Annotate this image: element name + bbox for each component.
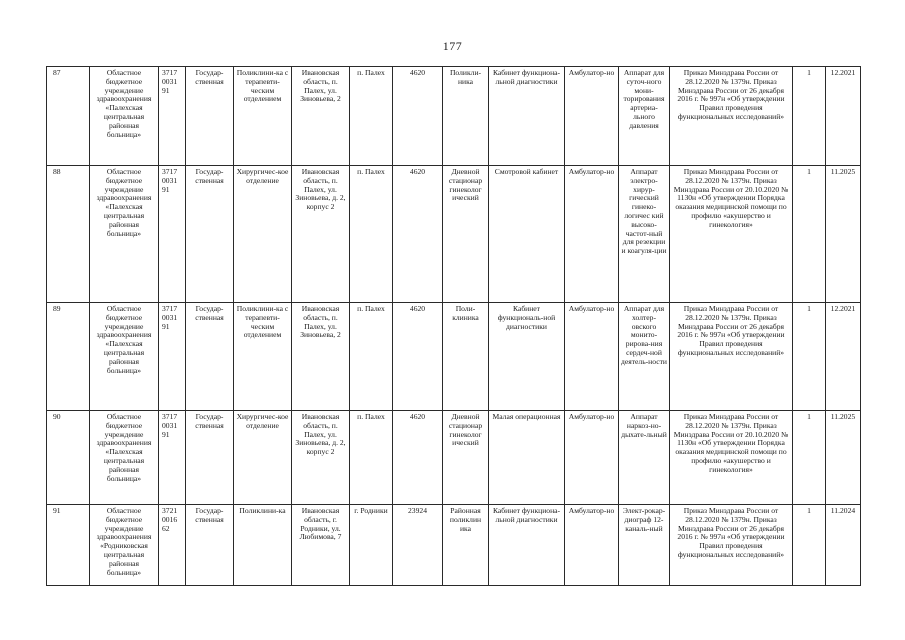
equipment: Аппарат для суточ-ного мони-торирования артериа-льного давления: [619, 67, 670, 166]
regulation: Приказ Минздрава России от 28.12.2020 № 1379н. Приказ Минздрава России от 26 декабря 2016 г. № 997н «Об утверждении Правил проведения функциональных исследований»: [670, 67, 793, 166]
department: Поликлини-ка с терапевти-ческим отделением: [234, 303, 292, 411]
locality: п. Палех: [350, 166, 393, 303]
locality: п. Палех: [350, 67, 393, 166]
organization-name: Областное бюджетное учреждение здравоохранения «Палехская центральная районная больница»: [90, 166, 159, 303]
quantity: 1: [793, 303, 826, 411]
quantity: 1: [793, 166, 826, 303]
organization-code: 3717 0031 91: [159, 411, 186, 505]
equipment: Аппарат наркоз-но-дыхате-льный: [619, 411, 670, 505]
delivery-date: 11.2024: [826, 505, 861, 586]
table-row: [47, 411, 861, 505]
care-type: Амбулатор-но: [565, 166, 619, 303]
organization-code: 3717 0031 91: [159, 67, 186, 166]
ownership-form: Государ-ственная: [186, 67, 234, 166]
delivery-date: 11.2025: [826, 411, 861, 505]
regulation: Приказ Минздрава России от 28.12.2020 № 1379н. Приказ Минздрава России от 26 декабря 2016 г. № 997н «Об утверждении Правил проведения функциональных исследований»: [670, 303, 793, 411]
address: Ивановская область, г. Родники, ул. Любимова, 7: [292, 505, 350, 586]
table-row: [47, 505, 861, 586]
equipment: Элект-рокар-диограф 12-каналь-ный: [619, 505, 670, 586]
organization-name: Областное бюджетное учреждение здравоохранения «Палехская центральная районная больница»: [90, 67, 159, 166]
regulation: Приказ Минздрава России от 28.12.2020 № 1379н. Приказ Минздрава России от 20.10.2020 № 1130н «Об утверждении Порядка оказания медицинской помощи по профилю «акушерство и гинекология»: [670, 411, 793, 505]
table-row: [47, 67, 861, 166]
department: Хирургичес-кое отделение: [234, 411, 292, 505]
ownership-form: Государ-ственная: [186, 505, 234, 586]
equipment: Аппарат для холтер-овского монито-рирова-ния сердеч-ной деятель-ности: [619, 303, 670, 411]
quantity: 1: [793, 505, 826, 586]
organization-code: 3721 0016 62: [159, 505, 186, 586]
ownership-form: Государ-ственная: [186, 411, 234, 505]
table-row: [47, 303, 861, 411]
care-type: Амбулатор-но: [565, 411, 619, 505]
care-type: Амбулатор-но: [565, 67, 619, 166]
equipment-registry-table: [46, 66, 861, 586]
delivery-date: 12.2021: [826, 303, 861, 411]
okato-code: 4620: [393, 411, 443, 505]
address: Ивановская область, п. Палех, ул. Зиновьева, д. 2, корпус 2: [292, 411, 350, 505]
delivery-date: 11.2025: [826, 166, 861, 303]
ownership-form: Государ-ственная: [186, 303, 234, 411]
row-number: 88: [47, 166, 90, 303]
address: Ивановская область, п. Палех, ул. Зиновьева, д. 2, корпус 2: [292, 166, 350, 303]
department: Поликлини-ка с терапевти-ческим отделением: [234, 67, 292, 166]
locality: г. Родники: [350, 505, 393, 586]
regulation: Приказ Минздрава России от 28.12.2020 № 1379н. Приказ Минздрава России от 26 декабря 2016 г. № 997н «Об утверждении Правил проведения функциональных исследований»: [670, 505, 793, 586]
address: Ивановская область, п. Палех, ул. Зиновьева, 2: [292, 67, 350, 166]
room: Кабинет функциональ-ной диагностики: [489, 303, 565, 411]
organization-name: Областное бюджетное учреждение здравоохранения «Палехская центральная районная больница»: [90, 303, 159, 411]
ownership-form: Государ-ственная: [186, 166, 234, 303]
organization-code: 3717 0031 91: [159, 303, 186, 411]
department: Хирургичес-кое отделение: [234, 166, 292, 303]
room: Кабинет функциона-льной диагностики: [489, 505, 565, 586]
room: Кабинет функциона-льной диагностики: [489, 67, 565, 166]
table-row: [47, 166, 861, 303]
subdivision: Поли-клиника: [443, 303, 489, 411]
subdivision: Дневной стационар гинеколог ический: [443, 166, 489, 303]
equipment: Аппарат электро-хирур-гический гинеко-логичес кий высоко-частот-ный для резекции и коагуля-ции: [619, 166, 670, 303]
row-number: 89: [47, 303, 90, 411]
room: Малая операционная: [489, 411, 565, 505]
organization-name: Областное бюджетное учреждение здравоохранения «Палехская центральная районная больница»: [90, 411, 159, 505]
organization-code: 3717 0031 91: [159, 166, 186, 303]
address: Ивановская область, п. Палех, ул. Зиновьева, 2: [292, 303, 350, 411]
okato-code: 4620: [393, 303, 443, 411]
delivery-date: 12.2021: [826, 67, 861, 166]
row-number: 87: [47, 67, 90, 166]
room: Смотровой кабинет: [489, 166, 565, 303]
row-number: 91: [47, 505, 90, 586]
page-number: 177: [442, 39, 463, 53]
okato-code: 4620: [393, 166, 443, 303]
care-type: Амбулатор-но: [565, 303, 619, 411]
subdivision: Районная поликлин ика: [443, 505, 489, 586]
okato-code: 4620: [393, 67, 443, 166]
row-number: 90: [47, 411, 90, 505]
department: Поликлини-ка: [234, 505, 292, 586]
organization-name: Областное бюджетное учреждение здравоохранения «Родниковская центральная районная больница»: [90, 505, 159, 586]
care-type: Амбулатор-но: [565, 505, 619, 586]
okato-code: 23924: [393, 505, 443, 586]
quantity: 1: [793, 411, 826, 505]
subdivision: Поликли-ника: [443, 67, 489, 166]
regulation: Приказ Минздрава России от 28.12.2020 № 1379н. Приказ Минздрава России от 20.10.2020 № 1130н «Об утверждении Порядка оказания медицинской помощи по профилю «акушерство и гинекология»: [670, 166, 793, 303]
locality: п. Палех: [350, 303, 393, 411]
quantity: 1: [793, 67, 826, 166]
locality: п. Палех: [350, 411, 393, 505]
subdivision: Дневной стационар гинеколог ический: [443, 411, 489, 505]
